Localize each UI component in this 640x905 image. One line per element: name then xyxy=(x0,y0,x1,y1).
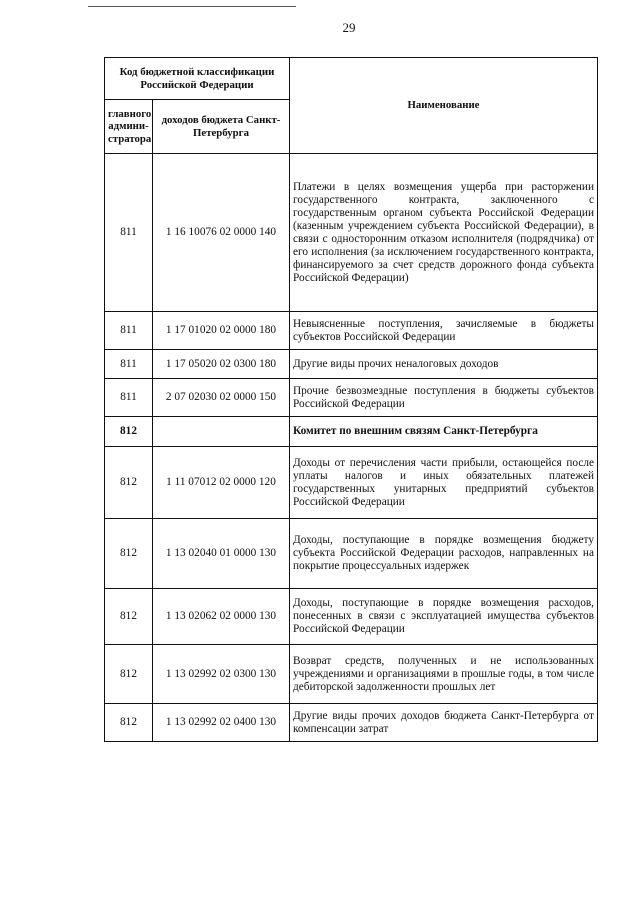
row-admin-code: 811 xyxy=(105,154,153,312)
row-name: Прочие безвозмездные поступления в бюджеты субъектов Российской Федерации xyxy=(290,379,598,417)
table-row xyxy=(105,417,598,447)
row-income-code: 1 13 02040 01 0000 130 xyxy=(153,519,290,589)
page-number: 29 xyxy=(342,20,356,35)
row-name: Платежи в целях возмещения ущерба при расторжении государственного контракта, заключенного с государственным органом субъекта Российской Федерации (казенным учреждением субъекта Российской Федерации), в связи с односторонним отказом исполнителя (подрядчика) от его исполнения (за исключением государственного контракта, финансируемого за счет средств дорожного фонда субъекта Российской Федерации) xyxy=(290,154,598,312)
table-row xyxy=(105,704,598,742)
row-income-code: 2 07 02030 02 0000 150 xyxy=(153,379,290,417)
top-rule xyxy=(88,6,296,7)
row-admin-code: 812 xyxy=(105,589,153,645)
header-admin-label: главного админи-стратора xyxy=(105,100,153,154)
row-income-code: 1 13 02062 02 0000 130 xyxy=(153,589,290,645)
row-admin-code: 811 xyxy=(105,350,153,379)
table-row xyxy=(105,519,598,589)
row-income-code: 1 13 02992 02 0400 130 xyxy=(153,704,290,742)
row-admin-code: 812 xyxy=(105,704,153,742)
table-row xyxy=(105,379,598,417)
row-admin-code: 811 xyxy=(105,379,153,417)
row-admin-code: 812 xyxy=(105,447,153,519)
row-name: Доходы, поступающие в порядке возмещения расходов, понесенных в связи с эксплуатацией имущества субъектов Российской Федерации xyxy=(290,589,598,645)
table-row xyxy=(105,589,598,645)
row-admin-code: 811 xyxy=(105,312,153,350)
header-name-label: Наименование xyxy=(290,58,598,154)
row-name: Другие виды прочих неналоговых доходов xyxy=(290,350,598,379)
row-name: Другие виды прочих доходов бюджета Санкт-Петербурга от компенсации затрат xyxy=(290,704,598,742)
row-income-code: 1 11 07012 02 0000 120 xyxy=(153,447,290,519)
table-row xyxy=(105,312,598,350)
row-admin-code: 812 xyxy=(105,417,153,447)
row-income-code: 1 16 10076 02 0000 140 xyxy=(153,154,290,312)
row-income-code: 1 17 05020 02 0300 180 xyxy=(153,350,290,379)
row-name: Комитет по внешним связям Санкт-Петербурга xyxy=(290,417,598,447)
header-group-label: Код бюджетной классификации Российской Федерации xyxy=(105,58,290,100)
row-income-code xyxy=(153,417,290,447)
header-code-label: доходов бюджета Санкт-Петербурга xyxy=(153,100,290,154)
row-income-code: 1 17 01020 02 0000 180 xyxy=(153,312,290,350)
table-row xyxy=(105,447,598,519)
row-admin-code: 812 xyxy=(105,645,153,704)
row-name: Возврат средств, полученных и не использованных учреждениями и организациями в прошлые годы, в том числе дебиторской задолженности прошлых лет xyxy=(290,645,598,704)
row-admin-code: 812 xyxy=(105,519,153,589)
table-row xyxy=(105,350,598,379)
table-row xyxy=(105,154,598,312)
table-row xyxy=(105,645,598,704)
row-name: Доходы, поступающие в порядке возмещения бюджету субъекта Российской Федерации расходов, направленных на покрытие процессуальных издержек xyxy=(290,519,598,589)
budget-classification-table xyxy=(104,57,598,742)
row-income-code: 1 13 02992 02 0300 130 xyxy=(153,645,290,704)
row-name: Доходы от перечисления части прибыли, остающейся после уплаты налогов и иных обязательных платежей государственных унитарных предприятий субъектов Российской Федерации xyxy=(290,447,598,519)
table-header xyxy=(105,58,598,154)
table-body xyxy=(105,154,598,742)
row-name: Невыясненные поступления, зачисляемые в бюджеты субъектов Российской Федерации xyxy=(290,312,598,350)
